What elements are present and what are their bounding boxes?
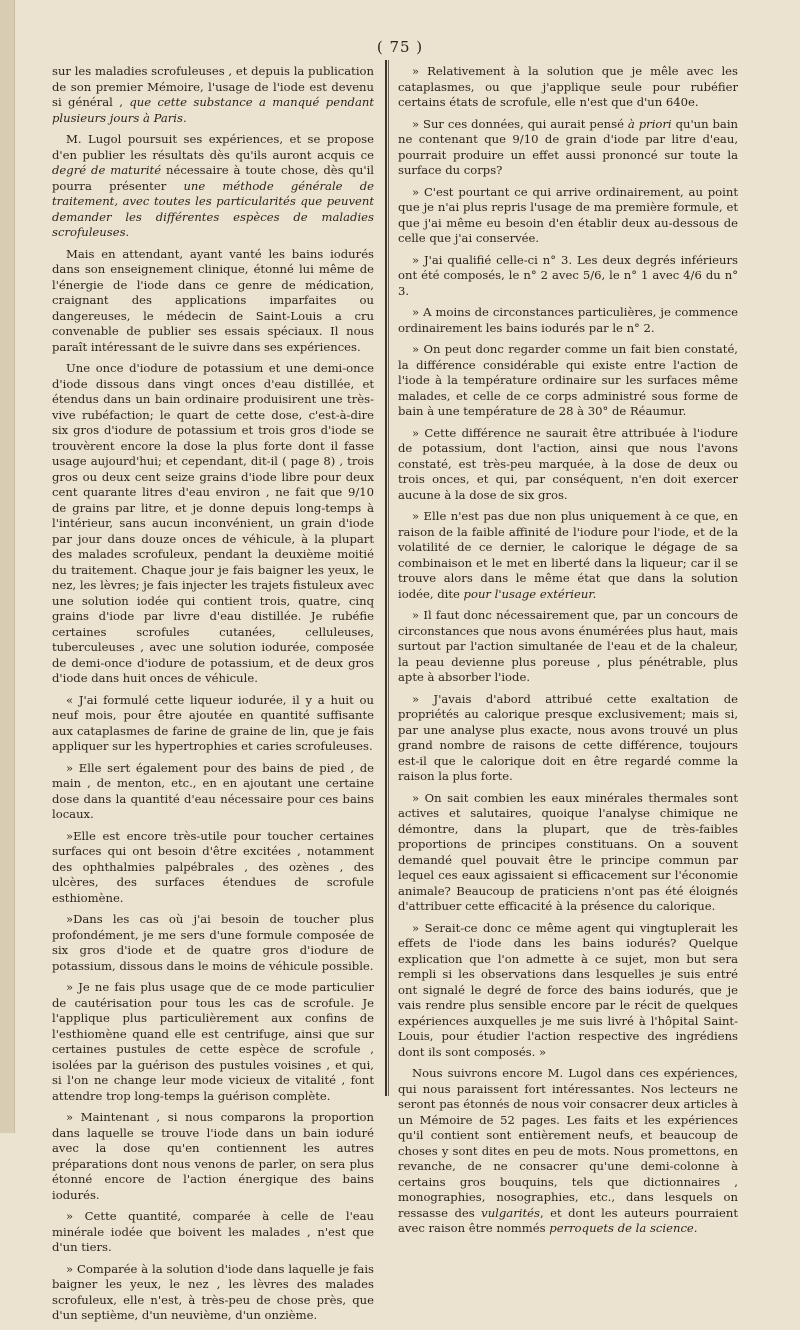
right-column (398, 64, 738, 1243)
paragraph: » Je ne fais plus usage que de ce mode particulier de cautérisation pour tous les cas de scrofule. Je l'applique plus particulièrement aux confins de l'esthiomène quand elle est centrifuge, ainsi que sur certaines pustules de cette espèce de scrofule , isolées par la guérison des pustules voisines , et qui, si l'on ne change leur mode vicieux de vitalité , font attendre trop long-temps la guérison complète. (52, 980, 374, 1103)
paragraph: » Cette quantité, comparée à celle de l'eau minérale iodée que boivent les malades , n'est que d'un tiers. (52, 1209, 374, 1254)
page-number: ( 75 ) (376, 38, 424, 56)
paragraph: sur les maladies scrofuleuses , et depuis la publication de son premier Mémoire, l'usage de l'iode est devenu si général , que cette substance a manqué pendant plusieurs jours à Paris. (52, 64, 374, 125)
column-rule (385, 60, 387, 1096)
paragraph: » A moins de circonstances particulières, je commence ordinairement les bains iodurés par le n° 2. (398, 305, 738, 335)
paragraph: »Dans les cas où j'ai besoin de toucher plus profondément, je me sers d'une formule composée de six gros d'iode et de quatre gros d'iodure de potassium, dissous dans le moins de véhicule possible. (52, 912, 374, 973)
paragraph: Une once d'iodure de potassium et une demi-once d'iode dissous dans vingt onces d'eau distillée, et étendus dans un bain ordinaire produisirent une très-vive rubéfaction; le quart de cette dose, c'est-à-dire six gros d'iodure de potassium et trois gros d'iode se trouvèrent encore la dose la plus forte dont il fasse usage aujourd'hui; et cependant, dit-il ( page 8) , trois gros ou deux cent seize grains d'iode libre pour deux cent quarante litres d'eau environ , ne fait que 9/10 de grains par litre, et je donne depuis long-temps à l'intérieur, sans aucun inconvénient, un grain d'iode par jour dans douze onces de véhicule, à la plupart des malades scrofuleux, pendant la deuxième moitié du traitement. Chaque jour je fais baigner les yeux, le nez, les lèvres; je fais injecter les trajets fistuleux avec une solution iodée qui contient trois, quatre, cinq grains d'iode par livre d'eau distillée. Je rubéfie certaines scrofules cutanées, celluleuses, tuberculeuses , avec une solution iodurée, composée de demi-once d'iodure de potassium, et de deux gros d'iode dans huit onces de véhicule. (52, 361, 374, 685)
paragraph: » Elle n'est pas due non plus uniquement à ce que, en raison de la faible affinité de l'iodure pour l'iode, et de la volatilité de ce dernier, le calorique le dégage de sa combinaison et le met en liberté dans la liqueur; car il se trouve alors dans le même état que dans la solution iodée, dite pour l'usage extérieur. (398, 509, 738, 601)
column-rule-inner (388, 60, 389, 1096)
paragraph: » J'ai qualifié celle-ci n° 3. Les deux degrés inférieurs ont été composés, le n° 2 avec 5/6, le n° 1 avec 4/6 du n° 3. (398, 252, 738, 298)
paragraph: « J'ai formulé cette liqueur iodurée, il y a huit ou neuf mois, pour être ajoutée en quantité suffisante aux cataplasmes de farine de graine de lin, que je fais appliquer sur les hypertrophies et caries scrofuleuses. (52, 692, 374, 753)
paragraph: Mais en attendant, ayant vanté les bains iodurés dans son enseignement clinique, étonné lui même de l'énergie de l'iode dans ce genre de médication, craignant des applications imparfaites ou dangereuses, le médecin de Saint-Louis a cru convenable de publier ses essais spéciaux. Il nous paraît intéressant de le suivre dans ses expériences. (52, 246, 374, 354)
paragraph: » On sait combien les eaux minérales thermales sont actives et salutaires, quoique l'analyse chimique ne démontre, dans la plupart, que de très-faibles proportions de principes constituans. On a souvent demandé quel pouvait être le principe commun par lequel ces eaux agissaient si efficacement sur l'économie animale? Beaucoup de praticiens n'ont pas été éloignés d'attribuer cette efficacité à la présence du calorique. (398, 790, 738, 913)
paragraph: » Serait-ce donc ce même agent qui vingtuplerait les effets de l'iode dans les bains iodurés? Quelque explication que l'on admette à ce sujet, mon but sera rempli si les observations dans lesquelles je suis entré ont signalé le degré de force des bains iodurés, que je vais rendre plus sensible encore par le récit de quelques expériences auxquelles je me suis livré à l'hôpital Saint-Louis, pour étudier l'action respective des ingrédiens dont ils sont composés. » (398, 920, 738, 1059)
paragraph: » Il faut donc nécessairement que, par un concours de circonstances que nous avons énumérées plus haut, mais surtout par l'action simultanée de l'eau et de la chaleur, la peau devienne plus poreuse , plus pénétrable, plus apte à absorber l'iode. (398, 608, 738, 684)
paragraph: » On peut donc regarder comme un fait bien constaté, la différence considérable qui existe entre l'action de l'iode à la température ordinaire sur les surfaces même malades, et celle de ce corps administré sous forme de bain à une température de 28 à 30° de Réaumur. (398, 342, 738, 418)
paragraph: » J'avais d'abord attribué cette exaltation de propriétés au calorique presque exclusivement; mais si, par une analyse plus exacte, nous avons trouvé un plus grand nombre de raisons de cette différence, toujours est-il que le calorique doit en être regardé comme la raison la plus forte. (398, 691, 738, 783)
paragraph: » Cette différence ne saurait être attribuée à l'iodure de potassium, dont l'action, ainsi que nous l'avons constaté, est très-peu marquée, à la dose de deux ou trois onces, et qui, par conséquent, n'en doit exercer aucune à la dose de six gros. (398, 425, 738, 502)
paragraph: » Relativement à la solution que je mêle avec les cataplasmes, ou que j'applique seule pour rubéfier certains états de scrofule, elle n'est que d'un 640e. (398, 64, 738, 109)
paragraph: M. Lugol poursuit ses expériences, et se propose d'en publier les résultats dès qu'ils auront acquis ce degré de maturité nécessaire à toute chose, dès qu'il pourra présenter une méthode générale de traitement, avec toutes les particularités que peuvent demander les différentes espèces de maladies scrofuleuses. (52, 132, 374, 239)
paragraph: » C'est pourtant ce qui arrive ordinairement, au point que je n'ai plus repris l'usage de ma première formule, et que j'ai même eu besoin d'en établir deux au-dessous de celle que j'ai conservée. (398, 184, 738, 245)
left-column (52, 64, 374, 1330)
paragraph: » Sur ces données, qui aurait pensé à priori qu'un bain ne contenant que 9/10 de grain d'iode par litre d'eau, pourrait produire un effet aussi prononcé sur toute la surface du corps? (398, 116, 739, 177)
paragraph: » Comparée à la solution d'iode dans laquelle je fais baigner les yeux, le nez , les lèvres des malades scrofuleux, elle n'est, à très-peu de chose près, que d'un septième, d'un neuvième, d'un onzième. (52, 1261, 374, 1322)
binding-edge (0, 0, 15, 1133)
paragraph: Nous suivrons encore M. Lugol dans ces expériences, qui nous paraissent fort intéressantes. Nos lecteurs ne seront pas étonnés de nous voir consacrer deux articles à un Mémoire de 52 pages. Les faits et les expériences qu'il contient sont entièrement neufs, et beaucoup de choses y sont dites en peu de mots. Nous promettons, en revanche, de ne consacrer qu'une demi-colonne à certains gros bouquins, tels que dictionnaires , monographies, nosographies, etc., dans lesquels on ressasse des vulgarités, et dont les auteurs pourraient avec raison être nommés perroquets de la science. (398, 1066, 738, 1235)
paragraph: » Maintenant , si nous comparons la proportion dans laquelle se trouve l'iode dans un bain ioduré avec la dose qu'en contiennent les autres préparations dont nous venons de parler, on sera plus étonné encore de l'action énergique des bains iodurés. (52, 1110, 374, 1202)
paragraph: » Elle sert également pour des bains de pied , de main , de menton, etc., en en ajoutant une certaine dose dans la quantité d'eau nécessaire pour ces bains locaux. (52, 760, 374, 821)
paragraph: »Elle est encore très-utile pour toucher certaines surfaces qui ont besoin d'être excitées , notamment des ophthalmies palpébrales , des ozènes , des ulcères, des surfaces étendues de scrofule esthiomène. (52, 828, 374, 905)
